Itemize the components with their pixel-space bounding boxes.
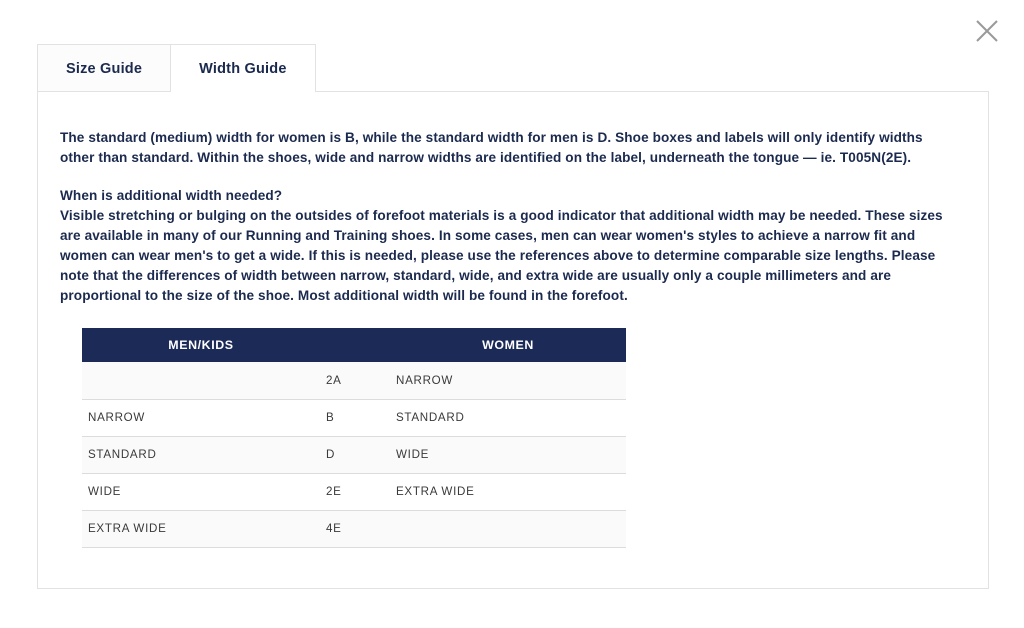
width-guide-panel [37, 91, 989, 589]
cell-women: WIDE [390, 436, 626, 473]
width-table-head [82, 328, 626, 362]
cell-women: STANDARD [390, 399, 626, 436]
close-icon[interactable] [970, 14, 1004, 48]
paragraph-additional-width-body: Visible stretching or bulging on the outsides of forefoot materials is a good indicator that additional width may be needed. These sizes are available in many of our Running and Training shoes. In some cases, men can wear women's styles to achieve a narrow fit and women can wear men's to get a wide. If this is needed, please use the references above to determine comparable size lengths. Please note that the differences of width between narrow, standard, wide, and extra wide are usually only a couple millimeters and are proportional to the size of the shoe. Most additional width will be found in the forefoot. [60, 208, 943, 303]
cell-menkids: WIDE [82, 473, 320, 510]
table-row [82, 510, 626, 547]
cell-code: 2E [320, 473, 390, 510]
column-header-code [320, 328, 390, 362]
table-row [82, 399, 626, 436]
question-heading: When is additional width needed? [60, 188, 283, 203]
cell-women: NARROW [390, 362, 626, 399]
width-table-body [82, 362, 626, 547]
paragraph-standard-width: The standard (medium) width for women is B, while the standard width for men is D. Shoe boxes and labels will only identify widths other than standard. Within the shoes, wide and narrow widths are identified on the label, underneath the tongue — ie. T005N(2E). [60, 130, 923, 165]
cell-code: 2A [320, 362, 390, 399]
cell-code: 4E [320, 510, 390, 547]
tab-width-guide[interactable] [170, 44, 315, 92]
table-row [82, 362, 626, 399]
width-table [82, 328, 626, 548]
cell-menkids: EXTRA WIDE [82, 510, 320, 547]
tab-width-guide-label: Width Guide [199, 61, 287, 77]
cell-women [390, 510, 626, 547]
column-header-menkids: MEN/KIDS [82, 328, 320, 362]
paragraph-additional-width [60, 186, 950, 306]
cell-menkids [82, 362, 320, 399]
tab-size-guide[interactable] [37, 44, 170, 92]
table-header-row [82, 328, 626, 362]
table-row [82, 473, 626, 510]
guide-tabs [37, 44, 316, 92]
tab-size-guide-label: Size Guide [66, 61, 143, 77]
cell-women: EXTRA WIDE [390, 473, 626, 510]
column-header-women: WOMEN [390, 328, 626, 362]
cell-menkids: STANDARD [82, 436, 320, 473]
table-row [82, 436, 626, 473]
cell-code: D [320, 436, 390, 473]
panel-content [38, 92, 988, 548]
cell-menkids: NARROW [82, 399, 320, 436]
cell-code: B [320, 399, 390, 436]
